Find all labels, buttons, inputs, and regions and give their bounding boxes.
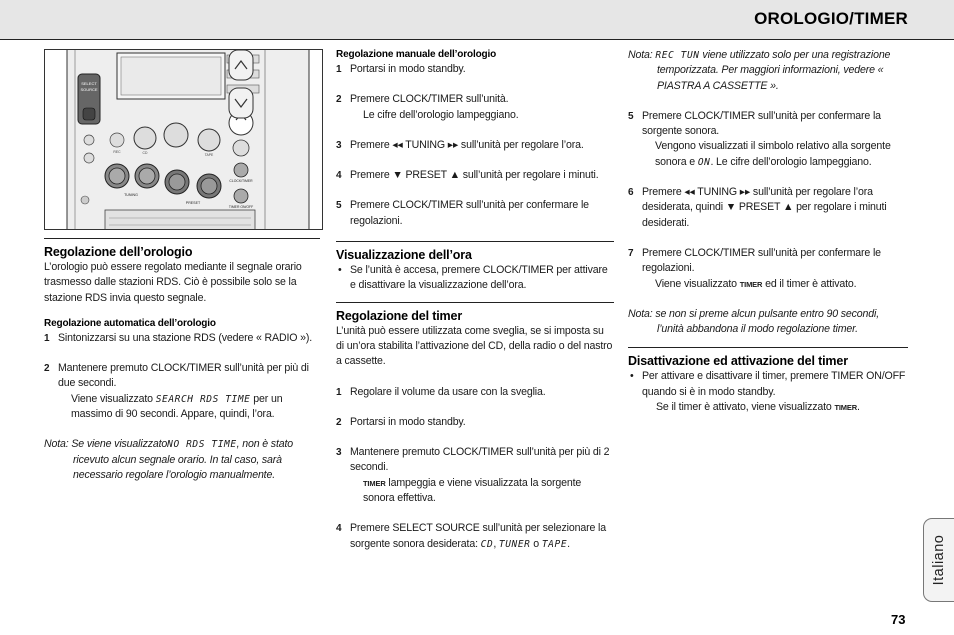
step-text: Premere ◂◂ TUNING ▸▸ sull’unità per regolare l’ora. bbox=[350, 138, 584, 151]
auto-clock-heading: Regolazione automatica dell’orologio bbox=[44, 317, 216, 329]
detail-text: per un massimo di 90 secondi. Appare, quindi, l’ora. bbox=[71, 392, 283, 421]
header-band bbox=[0, 0, 954, 40]
step-number: 1 bbox=[44, 332, 50, 344]
step-number: 1 bbox=[336, 386, 342, 398]
timer-step-6 bbox=[628, 185, 908, 231]
timer-step-5-detail bbox=[628, 139, 908, 170]
auto-note bbox=[44, 437, 320, 483]
detail-text: . bbox=[857, 401, 860, 414]
step-text: Regolare il volume da usare con la sveglia. bbox=[350, 385, 546, 398]
column-middle bbox=[336, 40, 614, 552]
timer-step-7 bbox=[628, 246, 908, 277]
manual-step-2 bbox=[336, 92, 614, 107]
timer-step-4 bbox=[336, 521, 614, 552]
language-tab bbox=[923, 518, 954, 602]
step-text: Premere ▼ PRESET ▲ sull’unità per regolare i minuti. bbox=[350, 169, 599, 182]
step-number: 6 bbox=[628, 187, 634, 199]
step-number: 4 bbox=[336, 170, 342, 182]
step-number: 2 bbox=[44, 363, 50, 375]
timer-indicator-icon: TIMER bbox=[739, 279, 763, 289]
step-number: 3 bbox=[336, 447, 342, 459]
bullet-text: Per attivare e disattivare il timer, premere TIMER ON/OFF quando si è in modo standby. bbox=[642, 370, 906, 398]
timer-step-3-detail bbox=[336, 476, 614, 507]
step-text: Premere CLOCK/TIMER sull’unità per confermare le regolazioni. bbox=[350, 199, 589, 227]
timer-setting-heading: Regolazione del timer bbox=[336, 302, 614, 324]
lcd-rec-tun: REC TUN bbox=[655, 50, 700, 61]
time-display-bullet bbox=[336, 263, 614, 294]
tape-label: TAPE bbox=[204, 153, 214, 157]
timer-toggle-heading: Disattivazione ed attivazione del timer bbox=[628, 347, 908, 369]
detail-text: Viene visualizzato bbox=[655, 277, 740, 290]
note-text: Nota: Se viene visualizzato bbox=[44, 438, 168, 451]
bullet-text: Se l’unità è accesa, premere CLOCK/TIMER per attivare e disattivare la visualizzazione dell’ora. bbox=[350, 264, 608, 292]
page-number: 73 bbox=[891, 612, 906, 627]
lcd-tape: TAPE bbox=[541, 538, 568, 550]
timer-toggle-detail bbox=[628, 400, 908, 415]
timeout-note: Nota: se non si preme alcun pulsante entro 90 secondi, l’unità abbandona il modo regolazione timer. bbox=[628, 307, 880, 336]
step-text: Premere ◂◂ TUNING ▸▸ sull’unità per regolare l’ora desiderata, quindi ▼ PRESET ▲ per regolare i minuti desiderati. bbox=[642, 186, 887, 229]
timer-step-5 bbox=[628, 109, 908, 140]
separator: o bbox=[530, 537, 542, 550]
auto-step-2-detail bbox=[44, 392, 320, 423]
timer-on-off-label: TIMER ON/OFF bbox=[228, 205, 254, 209]
step-text: Premere SELECT SOURCE sull’unità per selezionare la sorgente sonora desiderata: bbox=[350, 522, 606, 550]
detail-text: Vengono visualizzati il simbolo relativo alla sorgente sonora e bbox=[655, 140, 891, 168]
manual-step-1 bbox=[336, 62, 614, 77]
lcd-tuner: TUNER bbox=[498, 538, 531, 550]
language-tab-label: Italiano bbox=[931, 534, 947, 586]
clock-setting-heading: Regolazione dell’orologio bbox=[44, 238, 320, 260]
auto-step-2 bbox=[44, 361, 320, 392]
step-number: 5 bbox=[628, 110, 634, 122]
timer-step-1 bbox=[336, 385, 614, 400]
step-number: 2 bbox=[336, 416, 342, 428]
page-title: OROLOGIO/TIMER bbox=[754, 9, 908, 28]
step-number: 1 bbox=[336, 64, 342, 75]
clock-setting-intro: L’orologio può essere regolato mediante il segnale orario trasmesso dalle stazioni RDS. Ciò è possibile solo se la stazione RDS invia questo segnale. bbox=[44, 261, 302, 304]
note-text: , non è stato ricevuto alcun segnale orario. In tal caso, sarà necessario regolare l’orologio manualmente. bbox=[73, 438, 294, 481]
step-text: Premere CLOCK/TIMER sull’unità per confermare le regolazioni. bbox=[642, 246, 881, 275]
step-number: 2 bbox=[336, 94, 342, 106]
step-number: 3 bbox=[336, 139, 342, 151]
lcd-no-rds-time: NO RDS TIME bbox=[167, 439, 237, 451]
manual-step-3 bbox=[336, 138, 614, 153]
timer-step-2 bbox=[336, 415, 614, 430]
step-number: 4 bbox=[336, 523, 342, 535]
manual-step-5 bbox=[336, 198, 614, 229]
detail-text: Viene visualizzato bbox=[71, 392, 156, 405]
preset-label: PRESET bbox=[185, 201, 201, 205]
source-label: SOURCE bbox=[80, 87, 98, 92]
detail-text: lampeggia e viene visualizzata la sorgente sonora effettiva. bbox=[363, 476, 582, 505]
timer-toggle-bullet bbox=[628, 369, 908, 400]
tuning-label: TUNING bbox=[124, 193, 138, 197]
step-text: Portarsi in modo standby. bbox=[350, 415, 466, 428]
manual-step-4 bbox=[336, 168, 614, 183]
lcd-search-rds-time: SEARCH RDS TIME bbox=[155, 393, 251, 405]
time-display-heading: Visualizzazione dell’ora bbox=[336, 241, 614, 263]
bullet-dot: • bbox=[630, 370, 634, 383]
column-left bbox=[44, 40, 320, 483]
timer-indicator-icon: TIMER bbox=[363, 478, 386, 488]
auto-step-1 bbox=[44, 331, 320, 346]
manual-clock-heading: Regolazione manuale dell’orologio bbox=[336, 49, 497, 60]
step-text: Mantenere premuto CLOCK/TIMER sull’unità per più di due secondi. bbox=[58, 362, 309, 390]
step-number: 7 bbox=[628, 247, 634, 259]
step-text: Premere CLOCK/TIMER sull’unità. bbox=[350, 93, 509, 106]
step-text: Mantenere premuto CLOCK/TIMER sull’unità per più di 2 secondi. bbox=[350, 446, 610, 474]
manual-step-2-detail: Le cifre dell’orologio lampeggiano. bbox=[363, 108, 519, 121]
rec-tun-note bbox=[628, 48, 908, 94]
separator: . bbox=[567, 537, 570, 550]
step-text: Portarsi in modo standby. bbox=[350, 63, 466, 75]
timer-step-7-detail bbox=[628, 277, 908, 292]
column-right bbox=[628, 40, 908, 415]
lcd-on: ON bbox=[697, 156, 711, 168]
bullet-dot: • bbox=[338, 264, 342, 277]
detail-text: Se il timer è attivato, viene visualizzato bbox=[656, 401, 835, 414]
separator: , bbox=[493, 537, 499, 550]
step-text: Premere CLOCK/TIMER sull’unità per confermare la sorgente sonora. bbox=[642, 109, 881, 138]
timer-setting-intro: L’unità può essere utilizzata come sveglia, se si imposta su di un’ora stabilita l’attivazione del CD, della radio o del nastro a cassette. bbox=[336, 324, 613, 368]
select-label: SELECT bbox=[81, 81, 97, 86]
cd-label: CD bbox=[142, 151, 148, 155]
note-text: viene utilizzato solo per una registrazione temporizzata. Per maggiori informazioni, vedere « PIASTRA A CASSETTE ». bbox=[657, 49, 891, 92]
clock-timer-label: CLOCK/TIMER bbox=[229, 179, 253, 183]
step-text: Sintonizzarsi su una stazione RDS (vedere « RADIO »). bbox=[58, 331, 313, 344]
detail-text: . Le cifre dell’orologio lampeggiano. bbox=[710, 155, 872, 168]
detail-text: ed il timer è attivato. bbox=[762, 277, 857, 290]
timer-indicator-icon: TIMER bbox=[834, 403, 858, 413]
lcd-cd: CD bbox=[480, 538, 494, 550]
note-text: Nota: bbox=[628, 49, 656, 61]
step-number: 5 bbox=[336, 200, 342, 212]
rec-label: REC bbox=[113, 150, 121, 154]
timer-step-3 bbox=[336, 445, 614, 476]
